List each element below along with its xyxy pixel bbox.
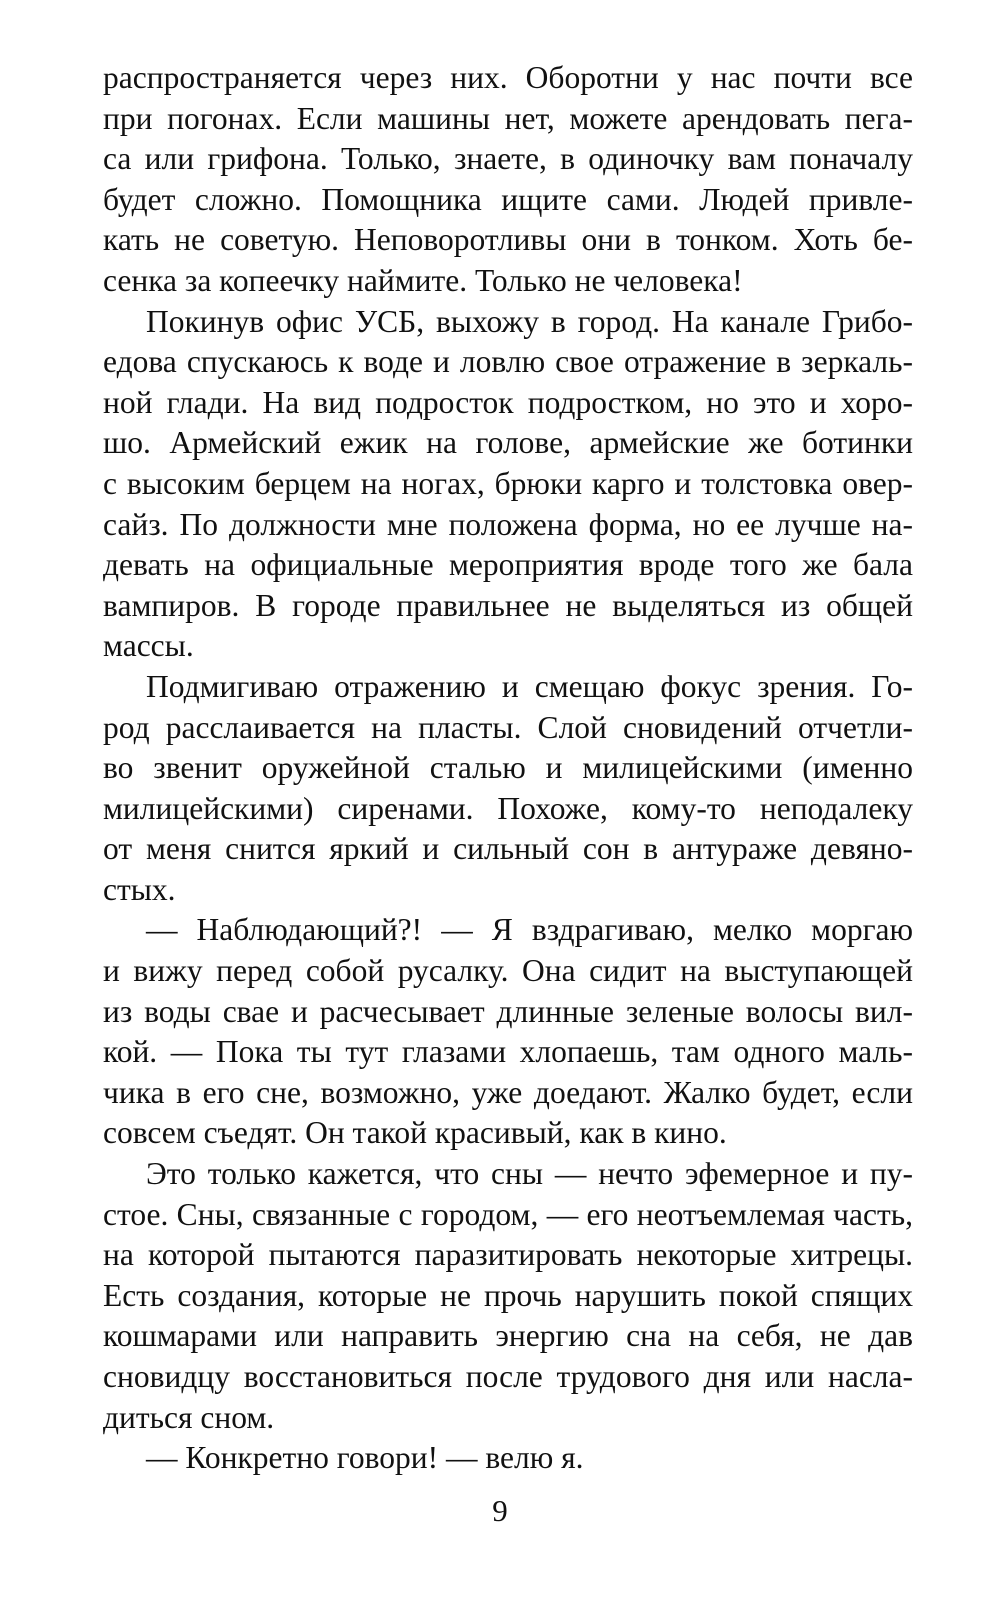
text-line: на которой пытаются паразитировать некоторые хитрецы. bbox=[103, 1237, 913, 1273]
text-line: девать на официальные мероприятия вроде того же бала bbox=[103, 547, 913, 583]
text-line: при погонах. Если машины нет, можете арендовать пега- bbox=[103, 100, 913, 136]
text-line: Есть создания, которые не прочь нарушить покой спящих bbox=[103, 1277, 913, 1313]
text-line: род расслаивается на пласты. Слой сновидений отчетли- bbox=[103, 709, 913, 745]
text-line: сновидцу восстановиться после трудового дня или насла- bbox=[103, 1359, 913, 1394]
text-line: сайз. По должности мне положена форма, но ее лучше на- bbox=[103, 506, 913, 542]
paragraph-first-line: Это только кажется, что сны — нечто эфемерное и пу- bbox=[146, 1156, 913, 1192]
text-line: шо. Армейский ежик на голове, армейские же ботинки bbox=[103, 425, 913, 461]
text-line: массы. bbox=[103, 628, 194, 664]
text-line: диться сном. bbox=[103, 1399, 275, 1435]
text-line: с высоким берцем на ногах, брюки карго и толстовка овер- bbox=[103, 465, 913, 501]
text-line: кать не советую. Неповоротливы они в тонком. Хоть бе- bbox=[103, 222, 913, 258]
text-line: милицейскими) сиренами. Похоже, кому-то неподалеку bbox=[103, 790, 913, 826]
text-line: ной глади. На вид подросток подростком, но это и хоро- bbox=[103, 384, 913, 420]
text-line: из воды свае и расчесывает длинные зеленые волосы вил- bbox=[103, 993, 913, 1029]
text-line: стых. bbox=[103, 871, 176, 907]
text-line: вампиров. В городе правильнее не выделяться из общей bbox=[103, 587, 913, 623]
text-line: от меня снится яркий и сильный сон в антураже девяно- bbox=[103, 831, 913, 867]
paragraph-first-line: — Наблюдающий?! — Я вздрагиваю, мелко моргаю bbox=[146, 912, 913, 948]
paragraph-first-line: Подмигиваю отражению и смещаю фокус зрения. Го- bbox=[146, 668, 913, 704]
text-line: едова спускаюсь к воде и ловлю свое отражение в зеркаль- bbox=[103, 344, 913, 380]
text-line: и вижу перед собой русалку. Она сидит на выступающей bbox=[103, 953, 913, 989]
text-line: совсем съедят. Он такой красивый, как в кино. bbox=[103, 1115, 727, 1151]
page-number: 9 bbox=[492, 1493, 508, 1528]
text-line: стое. Сны, связанные с городом, — его неотъемлемая часть, bbox=[103, 1196, 913, 1232]
text-line: кошмарами или направить энергию сна на себя, не дав bbox=[103, 1318, 913, 1354]
paragraph-first-line: — Конкретно говори! — велю я. bbox=[146, 1440, 584, 1476]
text-line: будет сложно. Помощника ищите сами. Людей привле- bbox=[103, 181, 913, 217]
text-line: кой. — Пока ты тут глазами хлопаешь, там одного маль- bbox=[103, 1034, 913, 1070]
text-line: сенка за копеечку наймите. Только не человека! bbox=[103, 262, 743, 298]
text-line: распространяется через них. Оборотни у нас почти все bbox=[103, 60, 913, 95]
text-line: са или грифона. Только, знаете, в одиночку вам поначалу bbox=[103, 141, 913, 177]
paragraph-first-line: Покинув офис УСБ, выхожу в город. На канале Грибо- bbox=[146, 303, 913, 339]
text-line: чика в его сне, возможно, уже доедают. Жалко будет, если bbox=[103, 1074, 913, 1110]
body-text bbox=[103, 58, 913, 1479]
text-line: во звенит оружейной сталью и милицейскими (именно bbox=[103, 750, 913, 786]
